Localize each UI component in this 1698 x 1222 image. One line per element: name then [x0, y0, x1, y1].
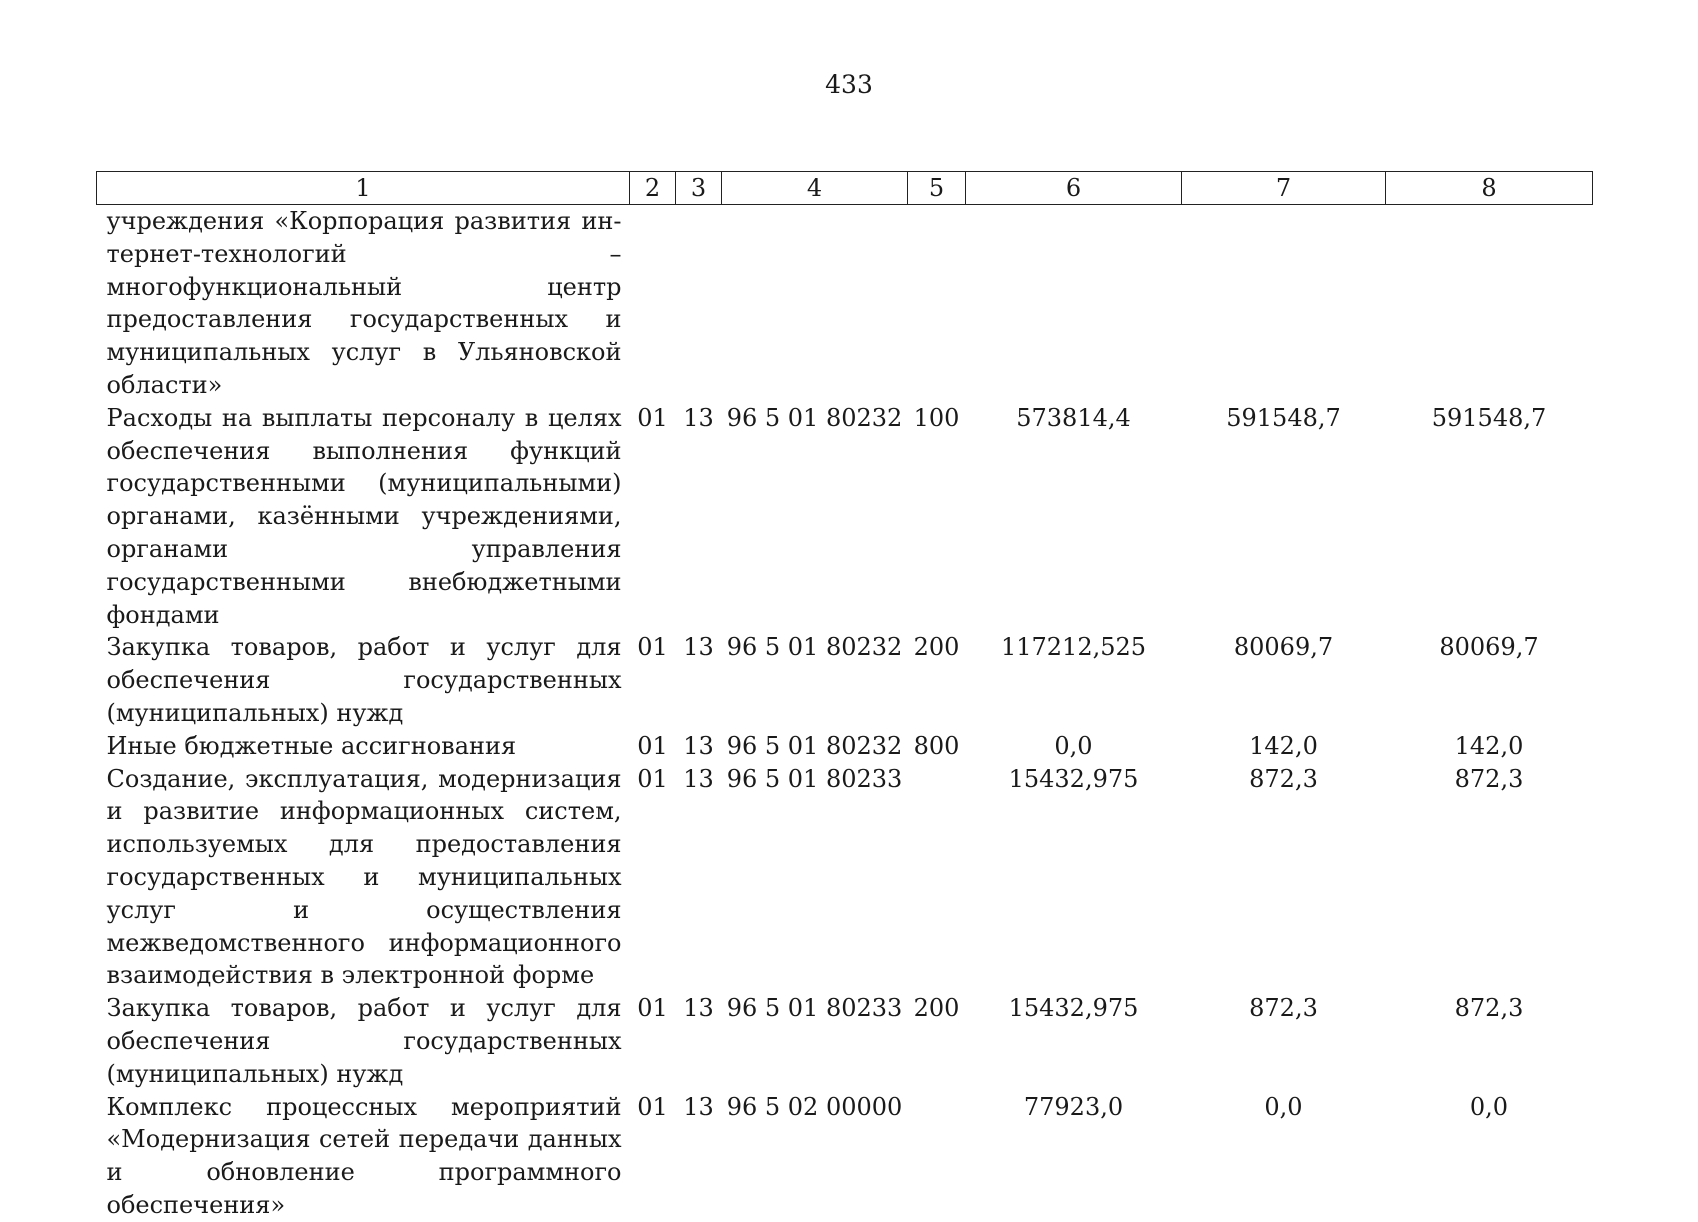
row-subsection: 13: [683, 633, 714, 662]
row-amount-col6: 15432,975: [1008, 764, 1139, 793]
header-col-5: 5: [908, 172, 966, 205]
row-target-article: 96 5 02 00000: [726, 1092, 903, 1121]
row-subsection: 13: [683, 764, 714, 793]
header-col-3: 3: [676, 172, 722, 205]
row-subsection: 13: [683, 403, 714, 432]
row-amount-col6: 15432,975: [1008, 994, 1139, 1023]
row-amount-col7: 591548,7: [1226, 403, 1341, 432]
row-amount-col8: [1386, 205, 1593, 402]
row-section: 01: [637, 403, 668, 432]
row-description: Комплекс процессных мероприятий «Модернизация сетей передачи данных и обновление программного обеспечения»: [106, 1092, 622, 1219]
header-col-7: 7: [1182, 172, 1386, 205]
row-subsection: 13: [683, 1092, 714, 1121]
row-amount-col8: 0,0: [1469, 1092, 1509, 1121]
row-description: Иные бюджетные ассигнования: [106, 731, 517, 760]
row-subsection: [676, 205, 722, 402]
row-amount-col8: 80069,7: [1439, 633, 1539, 662]
table-body: [97, 205, 1593, 1222]
row-target-article: 96 5 01 80232: [726, 633, 903, 662]
row-target-article: [722, 205, 908, 402]
row-amount-col8: 591548,7: [1431, 403, 1547, 432]
row-expense-type: 200: [913, 994, 960, 1023]
header-col-8: 8: [1386, 172, 1593, 205]
row-expense-type: [908, 1091, 966, 1222]
table-header: [97, 172, 1593, 205]
row-target-article: 96 5 01 80233: [726, 764, 903, 793]
row-expense-type: 800: [913, 731, 960, 760]
row-expense-type: [908, 205, 966, 402]
row-amount-col7: 872,3: [1249, 994, 1318, 1023]
row-target-article: 96 5 01 80233: [726, 994, 903, 1023]
header-col-4: 4: [722, 172, 908, 205]
table-row: [97, 402, 1593, 632]
row-expense-type: 200: [913, 633, 960, 662]
row-expense-type: 100: [913, 403, 960, 432]
header-col-2: 2: [630, 172, 676, 205]
row-description: Расходы на выплаты персоналу в целях обеспечения выполнения функций государственными (муниципальными) органами, казёнными учреждениями, органами управления государственными внебюджетными фондами: [106, 403, 622, 629]
row-section: 01: [637, 731, 668, 760]
row-amount-col7: 142,0: [1249, 731, 1318, 760]
row-amount-col6: 117212,525: [1000, 633, 1147, 662]
row-expense-type: [908, 763, 966, 993]
row-amount-col6: 0,0: [1054, 731, 1093, 760]
page-number: 433: [825, 70, 873, 99]
table-row: [97, 631, 1593, 729]
row-section: 01: [637, 994, 668, 1023]
header-row: [97, 172, 1593, 205]
row-amount-col6: 77923,0: [1023, 1092, 1124, 1121]
row-target-article: 96 5 01 80232: [726, 731, 903, 760]
row-amount-col8: 872,3: [1454, 994, 1524, 1023]
row-amount-col6: [966, 205, 1182, 402]
row-amount-col8: 142,0: [1454, 731, 1524, 760]
row-section: 01: [637, 1092, 668, 1121]
row-description: Закупка товаров, работ и услуг для обеспечения государственных (муниципальных) нужд: [106, 994, 622, 1088]
row-amount-col7: 80069,7: [1233, 633, 1334, 662]
row-amount-col8: 872,3: [1454, 764, 1524, 793]
table-row: [97, 730, 1593, 763]
row-amount-col7: 872,3: [1249, 764, 1318, 793]
header-col-1: 1: [97, 172, 630, 205]
row-amount-col7: 0,0: [1264, 1092, 1303, 1121]
row-description: учреждения «Корпорация развития интернет-технологий – многофункциональный центр предоставления государственных и муниципальных услуг в Ульяновской области»: [106, 207, 622, 399]
row-description: Создание, эксплуатация, модернизация и развитие информационных систем, используемых для предоставления государственных и муниципальных услуг и осуществления межведомственного информационного взаимодействия в электронной форме: [106, 764, 622, 990]
row-subsection: 13: [683, 731, 714, 760]
table-row: [97, 992, 1593, 1090]
row-subsection: 13: [683, 994, 714, 1023]
budget-table: [96, 171, 1593, 1222]
row-section: [630, 205, 676, 402]
row-section: 01: [637, 633, 668, 662]
row-description: Закупка товаров, работ и услуг для обеспечения государственных (муниципальных) нужд: [106, 633, 622, 727]
row-amount-col6: 573814,4: [1016, 403, 1131, 432]
header-col-6: 6: [966, 172, 1182, 205]
table-row: [97, 205, 1593, 402]
row-section: 01: [637, 764, 668, 793]
table-row: [97, 763, 1593, 993]
row-target-article: 96 5 01 80232: [726, 403, 903, 432]
row-amount-col7: [1182, 205, 1386, 402]
table-row: [97, 1091, 1593, 1222]
